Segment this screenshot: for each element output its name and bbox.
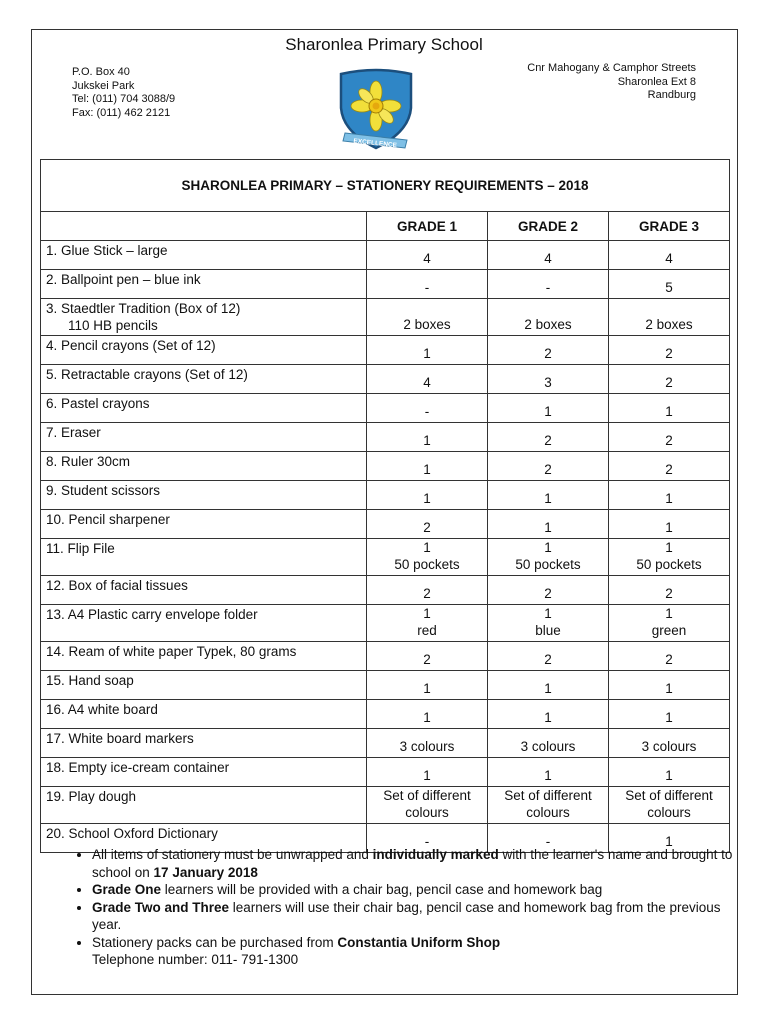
- item-name-cell: [41, 270, 367, 299]
- quantity-line: 1: [423, 710, 431, 725]
- item-name-line: 18. Empty ice-cream container: [46, 760, 230, 775]
- table-row: [41, 452, 730, 481]
- note-emphasis: 17 January 2018: [153, 864, 258, 880]
- quantity-line: 1: [423, 768, 431, 783]
- header-grade-3: GRADE 3: [609, 212, 730, 241]
- header-item-blank: [41, 212, 367, 241]
- table-row: [41, 539, 730, 576]
- quantity-line: 1: [665, 491, 673, 506]
- grade-2-quantity-cell: [488, 539, 609, 576]
- quantity-line: 50 pockets: [515, 557, 581, 572]
- quantity-line: 2: [544, 652, 552, 667]
- quantity-line: 4: [423, 251, 431, 266]
- address-right: [527, 62, 696, 103]
- po-box: P.O. Box 40: [72, 66, 130, 78]
- grade-3-quantity-cell: [609, 671, 730, 700]
- grade-2-quantity-cell: [488, 270, 609, 299]
- quantity-line: 1: [665, 606, 673, 621]
- quantity-line: 1: [423, 681, 431, 696]
- quantity-line: 4: [423, 375, 431, 390]
- quantity-line: 2: [423, 586, 431, 601]
- grade-3-quantity-cell: [609, 539, 730, 576]
- item-name-line: 15. Hand soap: [46, 673, 134, 688]
- fax: Fax: (011) 462 2121: [72, 106, 171, 119]
- quantity-line: -: [424, 834, 430, 849]
- grade-2-quantity-cell: [488, 394, 609, 423]
- quantity-line: 1: [544, 681, 552, 696]
- table-row: [41, 270, 730, 299]
- table-row: [41, 365, 730, 394]
- notes-list: [62, 846, 742, 969]
- item-name-cell: [41, 510, 367, 539]
- table-title: SHARONLEA PRIMARY – STATIONERY REQUIREMENTS – 2018: [41, 160, 730, 212]
- item-name-cell: [41, 605, 367, 642]
- quantity-line: 2: [665, 375, 673, 390]
- item-name-line: 110 HB pencils: [68, 318, 158, 333]
- quantity-line: 2: [544, 462, 552, 477]
- quantity-line: colours: [647, 805, 691, 820]
- table-row: [41, 510, 730, 539]
- item-name-line: 5. Retractable crayons (Set of 12): [46, 367, 248, 382]
- grade-2-quantity-cell: [488, 481, 609, 510]
- table-row: [41, 729, 730, 758]
- quantity-line: 1: [665, 834, 673, 849]
- quantity-line: colours: [526, 805, 570, 820]
- quantity-line: 2: [665, 462, 673, 477]
- quantity-line: 2 boxes: [403, 317, 451, 332]
- item-name-line: 12. Box of facial tissues: [46, 578, 188, 593]
- item-name-line: 10. Pencil sharpener: [46, 512, 170, 527]
- telephone: Tel: (011) 704 3088/9: [72, 93, 176, 105]
- item-name-line: 17. White board markers: [46, 731, 194, 746]
- grade-3-quantity-cell: [609, 299, 730, 336]
- extension: Sharonlea Ext 8: [617, 75, 696, 88]
- quantity-line: 3 colours: [399, 739, 455, 754]
- quantity-line: 1: [544, 768, 552, 783]
- quantity-line: 1: [665, 710, 673, 725]
- item-name-cell: [41, 452, 367, 481]
- note-text: All items of stationery must be unwrapped and: [92, 847, 373, 862]
- note-text: learners will use their chair bag, pencil case and homework bag from the previous year.: [92, 899, 721, 932]
- quantity-line: 3 colours: [641, 739, 697, 754]
- item-name-line: 3. Staedtler Tradition (Box of 12): [46, 301, 241, 316]
- grade-1-quantity-cell: [367, 336, 488, 365]
- quantity-line: 1: [423, 346, 431, 361]
- item-name-cell: [41, 241, 367, 270]
- table-body: [41, 241, 730, 853]
- item-name-cell: [41, 642, 367, 671]
- quantity-line: 1: [423, 462, 431, 477]
- item-name-line: 9. Student scissors: [46, 483, 161, 498]
- quantity-line: 2 boxes: [645, 317, 693, 332]
- grade-3-quantity-cell: [609, 394, 730, 423]
- quantity-line: 1: [665, 681, 673, 696]
- note-emphasis: Constantia Uniform Shop: [337, 934, 501, 950]
- table-row: [41, 394, 730, 423]
- grade-3-quantity-cell: [609, 758, 730, 787]
- item-name-cell: [41, 671, 367, 700]
- quantity-line: 5: [665, 280, 673, 295]
- item-name-cell: [41, 539, 367, 576]
- quantity-line: green: [651, 623, 687, 638]
- note-item: [92, 899, 742, 934]
- item-name-cell: [41, 299, 367, 336]
- grade-1-quantity-cell: [367, 394, 488, 423]
- quantity-line: 1: [544, 520, 552, 535]
- grade-1-quantity-cell: [367, 510, 488, 539]
- grade-3-quantity-cell: [609, 605, 730, 642]
- item-name-cell: [41, 787, 367, 824]
- quantity-line: -: [545, 834, 551, 849]
- street-address: Cnr Mahogany & Camphor Streets: [527, 62, 696, 74]
- grade-1-quantity-cell: [367, 729, 488, 758]
- quantity-line: 1: [665, 768, 673, 783]
- quantity-line: colours: [405, 805, 449, 820]
- item-name-cell: [41, 423, 367, 452]
- grade-2-quantity-cell: [488, 336, 609, 365]
- header-grade-2: GRADE 2: [488, 212, 609, 241]
- table-row: [41, 605, 730, 642]
- grade-1-quantity-cell: [367, 671, 488, 700]
- quantity-line: 2: [423, 520, 431, 535]
- item-name-line: 7. Eraser: [46, 425, 101, 440]
- grade-3-quantity-cell: [609, 787, 730, 824]
- quantity-line: 1: [544, 710, 552, 725]
- grade-1-quantity-cell: [367, 787, 488, 824]
- grade-2-quantity-cell: [488, 729, 609, 758]
- grade-1-quantity-cell: [367, 452, 488, 481]
- grade-3-quantity-cell: [609, 423, 730, 452]
- table-row: [41, 671, 730, 700]
- grade-3-quantity-cell: [609, 365, 730, 394]
- quantity-line: 2: [544, 586, 552, 601]
- grade-1-quantity-cell: [367, 299, 488, 336]
- note-item: [92, 881, 742, 899]
- grade-1-quantity-cell: [367, 481, 488, 510]
- grade-2-quantity-cell: [488, 700, 609, 729]
- quantity-line: 1: [665, 540, 673, 555]
- table-row: [41, 576, 730, 605]
- quantity-line: -: [545, 280, 551, 295]
- note-text: learners will be provided with a chair bag, pencil case and homework bag: [161, 882, 603, 897]
- grade-1-quantity-cell: [367, 270, 488, 299]
- grade-2-quantity-cell: [488, 787, 609, 824]
- item-name-cell: [41, 394, 367, 423]
- grade-2-quantity-cell: [488, 642, 609, 671]
- quantity-line: 3 colours: [520, 739, 576, 754]
- item-name-line: 2. Ballpoint pen – blue ink: [46, 272, 201, 287]
- quantity-line: 2: [665, 433, 673, 448]
- quantity-line: 1: [544, 606, 552, 621]
- quantity-line: 2: [665, 586, 673, 601]
- address-left: [72, 66, 175, 120]
- table-row: [41, 758, 730, 787]
- grade-1-quantity-cell: [367, 576, 488, 605]
- quantity-line: red: [417, 623, 437, 638]
- grade-2-quantity-cell: [488, 605, 609, 642]
- quantity-line: 1: [544, 540, 552, 555]
- grade-3-quantity-cell: [609, 241, 730, 270]
- note-text: Telephone number: 011- 791-1300: [92, 952, 299, 967]
- table-row: [41, 787, 730, 824]
- note-item: [92, 934, 742, 969]
- quantity-line: 50 pockets: [636, 557, 702, 572]
- grade-2-quantity-cell: [488, 671, 609, 700]
- note-text: with the learner's name and brought to school on: [92, 847, 733, 880]
- quantity-line: Set of different: [504, 788, 592, 803]
- table-row: [41, 336, 730, 365]
- quantity-line: -: [424, 280, 430, 295]
- item-name-line: 4. Pencil crayons (Set of 12): [46, 338, 216, 353]
- grade-3-quantity-cell: [609, 452, 730, 481]
- note-text: Stationery packs can be purchased from: [92, 934, 338, 950]
- grade-2-quantity-cell: [488, 241, 609, 270]
- logo-motto: EXCELLENCE: [353, 137, 398, 150]
- quantity-line: 1: [423, 540, 431, 555]
- quantity-line: blue: [535, 623, 561, 638]
- item-name-line: 16. A4 white board: [46, 702, 158, 717]
- item-name-cell: [41, 729, 367, 758]
- quantity-line: 1: [423, 606, 431, 621]
- quantity-line: 1: [544, 404, 552, 419]
- item-name-line: 19. Play dough: [46, 789, 137, 804]
- quantity-line: 2: [423, 652, 431, 667]
- quantity-line: -: [424, 404, 430, 419]
- item-name-line: 11. Flip File: [46, 541, 115, 556]
- grade-3-quantity-cell: [609, 336, 730, 365]
- grade-2-quantity-cell: [488, 510, 609, 539]
- item-name-line: 14. Ream of white paper Typek, 80 grams: [46, 644, 297, 659]
- grade-1-quantity-cell: [367, 605, 488, 642]
- quantity-line: 2: [665, 652, 673, 667]
- grade-1-quantity-cell: [367, 539, 488, 576]
- note-emphasis: Grade Two and Three: [92, 899, 230, 915]
- grade-1-quantity-cell: [367, 642, 488, 671]
- item-name-line: 13. A4 Plastic carry envelope folder: [46, 607, 258, 622]
- grade-2-quantity-cell: [488, 758, 609, 787]
- quantity-line: 2 boxes: [524, 317, 572, 332]
- item-name-line: 1. Glue Stick – large: [46, 243, 168, 258]
- item-name-cell: [41, 365, 367, 394]
- quantity-line: 1: [544, 491, 552, 506]
- quantity-line: 1: [423, 491, 431, 506]
- table-row: [41, 700, 730, 729]
- quantity-line: 2: [665, 346, 673, 361]
- note-emphasis: Grade One: [92, 882, 162, 897]
- grade-3-quantity-cell: [609, 481, 730, 510]
- item-name-cell: [41, 481, 367, 510]
- grade-2-quantity-cell: [488, 299, 609, 336]
- grade-2-quantity-cell: [488, 452, 609, 481]
- item-name-cell: [41, 336, 367, 365]
- item-name-cell: [41, 576, 367, 605]
- quantity-line: 4: [544, 251, 552, 266]
- grade-2-quantity-cell: [488, 423, 609, 452]
- item-name-line: 6. Pastel crayons: [46, 396, 150, 411]
- table-row: [41, 642, 730, 671]
- quantity-line: 2: [544, 346, 552, 361]
- table-row: [41, 299, 730, 336]
- grade-1-quantity-cell: [367, 700, 488, 729]
- item-name-line: 8. Ruler 30cm: [46, 454, 131, 469]
- quantity-line: 1: [665, 404, 673, 419]
- grade-3-quantity-cell: [609, 576, 730, 605]
- item-name-line: 20. School Oxford Dictionary: [46, 826, 218, 841]
- school-name: Sharonlea Primary School: [285, 35, 483, 54]
- grade-1-quantity-cell: [367, 758, 488, 787]
- grade-1-quantity-cell: [367, 241, 488, 270]
- table-row: [41, 481, 730, 510]
- grade-2-quantity-cell: [488, 365, 609, 394]
- quantity-line: 50 pockets: [394, 557, 460, 572]
- grade-3-quantity-cell: [609, 642, 730, 671]
- quantity-line: 4: [665, 251, 673, 266]
- quantity-line: Set of different: [625, 788, 713, 803]
- town: Randburg: [647, 89, 696, 101]
- grade-3-quantity-cell: [609, 729, 730, 758]
- grade-3-quantity-cell: [609, 270, 730, 299]
- stationery-table: [40, 159, 730, 853]
- grade-1-quantity-cell: [367, 423, 488, 452]
- note-emphasis: individually marked: [372, 847, 499, 862]
- quantity-line: 2: [544, 433, 552, 448]
- school-crest-logo: [333, 68, 419, 154]
- grade-3-quantity-cell: [609, 510, 730, 539]
- quantity-line: 3: [544, 375, 552, 390]
- note-item: [92, 846, 742, 881]
- grade-3-quantity-cell: [609, 700, 730, 729]
- grade-1-quantity-cell: [367, 365, 488, 394]
- quantity-line: 1: [665, 520, 673, 535]
- table-row: [41, 423, 730, 452]
- quantity-line: 1: [423, 433, 431, 448]
- item-name-cell: [41, 758, 367, 787]
- header-grade-1: GRADE 1: [367, 212, 488, 241]
- item-name-cell: [41, 700, 367, 729]
- suburb: Jukskei Park: [72, 79, 135, 92]
- quantity-line: Set of different: [383, 788, 471, 803]
- grade-2-quantity-cell: [488, 576, 609, 605]
- table-row: [41, 241, 730, 270]
